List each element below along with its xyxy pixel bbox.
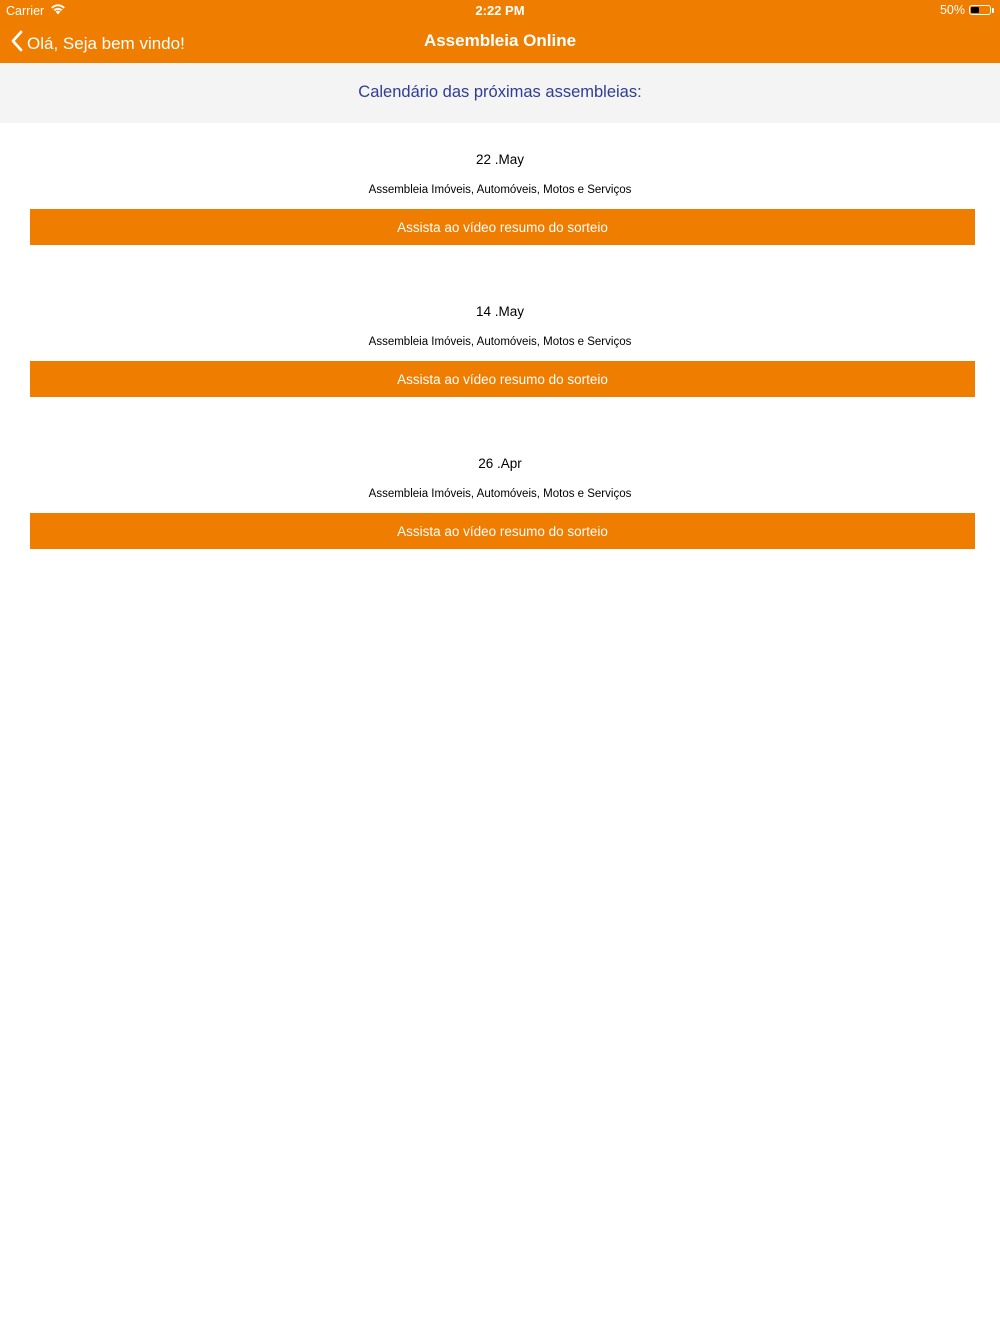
carrier-label: Carrier — [6, 3, 45, 18]
assembly-item — [0, 123, 1000, 275]
battery-indicator — [940, 3, 994, 17]
battery-percent: 50% — [939, 3, 965, 17]
status-bar — [0, 0, 1000, 20]
assembly-item — [0, 275, 1000, 427]
calendar-heading: Calendário das próximas assembleias: — [0, 63, 1000, 123]
navigation-bar — [0, 20, 1000, 63]
assembly-description: Assembleia Imóveis, Automóveis, Motos e Serviços — [368, 488, 632, 500]
top-bar — [0, 0, 1000, 63]
assembly-date: 14 .May — [475, 304, 525, 319]
battery-tip — [992, 8, 994, 13]
watch-video-button[interactable]: Assista ao vídeo resumo do sorteio — [30, 513, 975, 549]
back-button-label: Olá, Seja bem vindo! — [27, 33, 185, 53]
assembly-date: 26 .Apr — [478, 456, 522, 471]
battery-fill — [971, 7, 979, 13]
page-title: Assembleia Online — [423, 31, 577, 50]
watch-video-button[interactable]: Assista ao vídeo resumo do sorteio — [30, 209, 975, 245]
assembly-description: Assembleia Imóveis, Automóveis, Motos e Serviços — [368, 336, 632, 348]
assembly-item — [0, 427, 1000, 579]
watch-video-button[interactable]: Assista ao vídeo resumo do sorteio — [30, 361, 975, 397]
assembly-description: Assembleia Imóveis, Automóveis, Motos e Serviços — [368, 184, 632, 196]
battery-icon — [969, 5, 991, 15]
assembly-list — [0, 123, 1000, 579]
assembly-date: 22 .May — [475, 152, 525, 167]
status-time: 2:22 PM — [475, 3, 525, 18]
